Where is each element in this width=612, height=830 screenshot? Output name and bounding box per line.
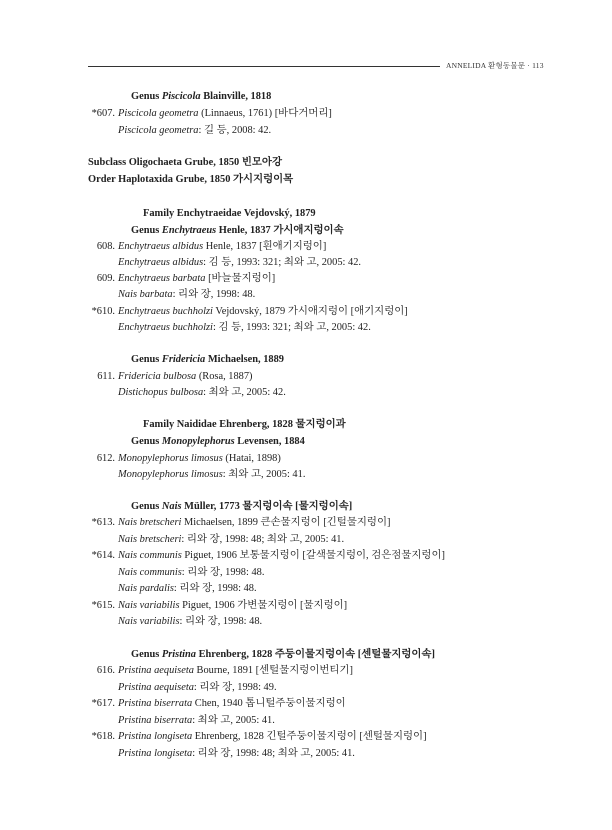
species-entry-617: *617. Pristina biserrata Chen, 1940 톱니털주둥이물지렁이 [91,698,346,709]
synonym-line-612: Monopylephorus limosus: 최와 고, 2005: 41. [118,469,306,480]
synonym-line-607: Piscicola geometra: 길 등, 2008: 42. [118,125,272,136]
synonym-line-608: Enchytraeus albidus: 김 등, 1993: 321; 최와 고, 2005: 42. [118,257,361,268]
species-entry-611: 611. Fridericia bulbosa (Rosa, 1887) [97,371,253,382]
synonym-line-618: Pristina longiseta: 리와 장, 1998: 48; 최와 고, 2005: 41. [118,748,355,759]
synonym-line-615: Nais variabilis: 리와 장, 1998: 48. [118,616,263,627]
species-entry-616: 616. Pristina aequiseta Bourne, 1891 [센털물지렁이번티기] [96,665,353,676]
species-entry-615: *615. Nais variabilis Piguet, 1906 가변물지렁이 [물지렁이] [91,600,348,611]
synonym-line-614b: Nais pardalis: 리와 장, 1998: 48. [118,583,257,594]
species-entry-609: 609. Enchytraeus barbata [바늘물지렁이] [96,273,276,284]
synonym-line-611: Distichopus bulbosa: 최와 고, 2005: 42. [118,387,286,398]
order-heading: Order Haplotaxida Grube, 1850 가시지렁이목 [88,174,294,185]
genus-heading-pristina: Genus Pristina Ehrenberg, 1828 주둥이물지렁이속 [센털물지렁이속] [131,649,435,660]
family-heading-enchytraeidae: Family Enchytraeidae Vejdovský, 1879 [143,208,316,219]
genus-heading-monopylephorus: Genus Monopylephorus Levensen, 1884 [131,436,305,447]
species-entry-610: *610. Enchytraeus buchholzi Vejdovský, 1879 가시애지렁이 [애기지렁이] [91,306,408,317]
running-head: ANNELIDA 환형동물문 · 113 [446,61,544,70]
species-entry-613: *613. Nais bretscheri Michaelsen, 1899 큰손물지렁이 [긴털물지렁이] [91,517,391,528]
synonym-line-609: Nais barbata: 리와 장, 1998: 48. [118,289,256,300]
subclass-heading: Subclass Oligochaeta Grube, 1850 빈모아강 [88,157,282,168]
species-entry-618: *618. Pristina longiseta Ehrenberg, 1828 긴털주둥이물지렁이 [센털물지렁이] [91,731,427,742]
genus-heading-enchytraeus: Genus Enchytraeus Henle, 1837 가시애지렁이속 [131,225,344,236]
species-entry-614: *614. Nais communis Piguet, 1906 보통물지렁이 [갈색물지렁이, 검은점물지렁이] [91,550,445,561]
species-entry-612: 612. Monopylephorus limosus (Hatai, 1898) [96,453,281,464]
synonym-line-614a: Nais communis: 리와 장, 1998: 48. [118,567,265,578]
family-heading-naididae: Family Naididae Ehrenberg, 1828 물지렁이과 [143,419,346,430]
genus-heading-piscicola: Genus Piscicola Blainville, 1818 [131,91,272,102]
synonym-line-613: Nais bretscheri: 리와 장, 1998: 48; 최와 고, 2005: 41. [118,534,345,545]
genus-heading-nais: Genus Nais Müller, 1773 물지렁이속 [물지렁이속] [131,501,353,512]
header-rule [88,66,440,67]
species-entry-608: 608. Enchytraeus albidus Henle, 1837 [흰애기지렁이] [96,241,327,252]
synonym-line-610: Enchytraeus buchholzi: 김 등, 1993: 321; 최와 고, 2005: 42. [118,322,371,333]
species-entry-607: *607. Piscicola geometra (Linnaeus, 1761) [바다거머리] [91,108,332,119]
genus-heading-fridericia: Genus Fridericia Michaelsen, 1889 [131,354,285,365]
synonym-line-616: Pristina aequiseta: 리와 장, 1998: 49. [118,682,277,693]
synonym-line-617: Pristina biserrata: 최와 고, 2005: 41. [118,715,275,726]
